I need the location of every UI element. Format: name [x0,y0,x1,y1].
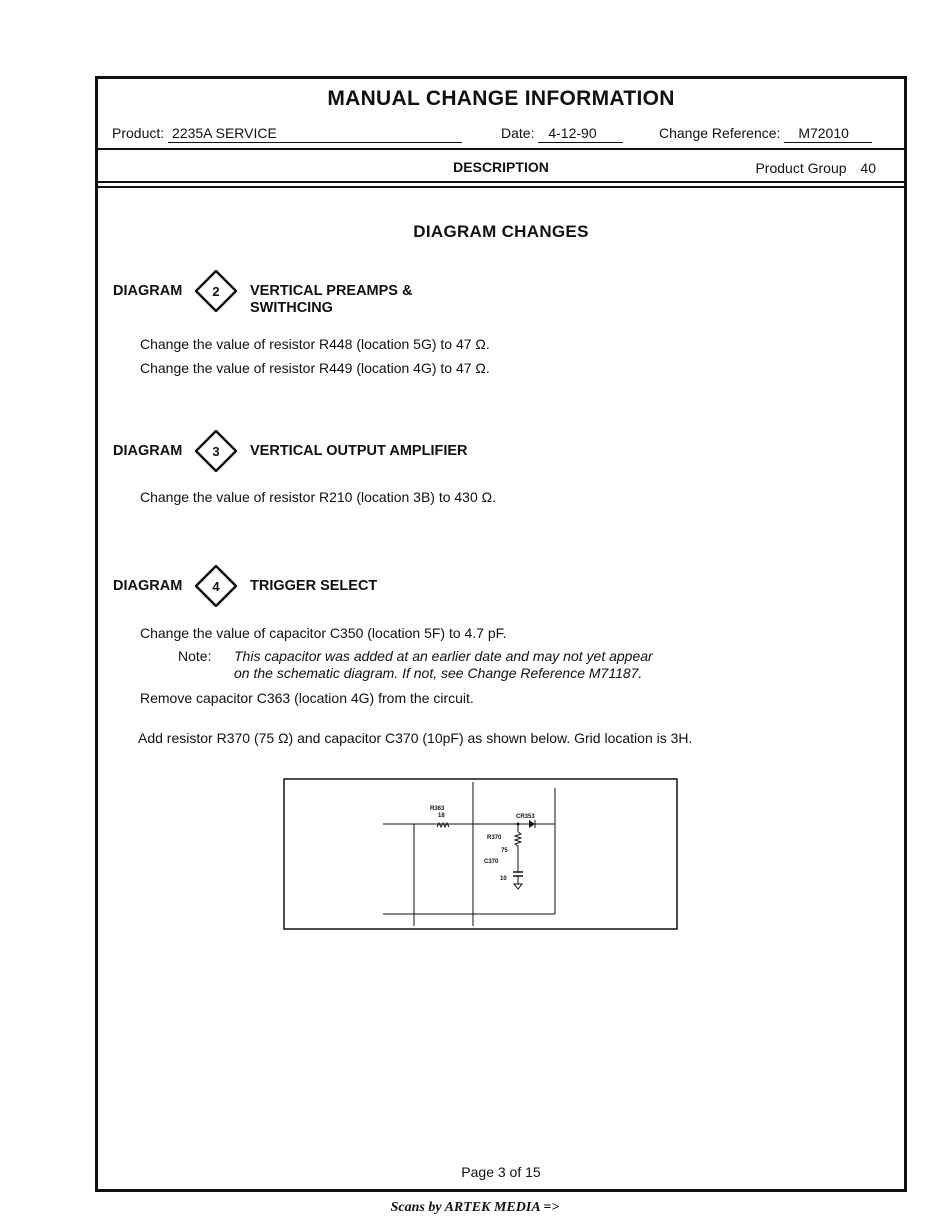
note-line-1: This capacitor was added at an earlier date and may not yet appear [234,648,653,664]
diagram-number: 4 [212,579,220,594]
diagram-word: DIAGRAM [113,578,183,594]
r370-label: R370 [487,835,502,841]
diode-cr353-symbol [529,820,535,828]
document-frame [95,76,907,1192]
diagram-title-line-1: VERTICAL PREAMPS & [250,283,413,299]
diagram-title-line-2: SWITHCING [250,300,333,316]
diamond-icon [195,565,237,607]
product-group-value: 40 [860,160,876,176]
change-line: Remove capacitor C363 (location 4G) from the circuit. [140,690,474,706]
c370-value: 10 [500,876,507,882]
change-reference-label: Change Reference: [659,125,781,141]
ground-symbol [514,884,522,889]
section-heading: DIAGRAM CHANGES [413,222,589,241]
diagram-word: DIAGRAM [113,283,183,299]
description-divider-bottom [98,186,904,188]
footer-credit: Scans by ARTEK MEDIA => [390,1200,560,1215]
c370-label: C370 [484,859,499,865]
note-line-2: on the schematic diagram. If not, see Change Reference M71187. [234,665,643,681]
diagram-title-line-1: TRIGGER SELECT [250,578,378,594]
date-value: 4-12-90 [538,125,623,143]
note-label: Note: [178,648,212,664]
product-group [755,160,876,176]
diagram-title-line-1: VERTICAL OUTPUT AMPLIFIER [250,443,468,459]
diamond-icon [195,430,237,472]
description-heading: DESCRIPTION [453,159,549,175]
diamond-icon [195,270,237,312]
change-line: Change the value of resistor R449 (location 4G) to 47 Ω. [140,360,490,376]
diagram-number: 2 [212,284,220,299]
r370-value: 75 [501,848,508,854]
cr353-label: CR353 [516,814,535,820]
product-value: 2235A SERVICE [168,125,462,143]
change-line: Add resistor R370 (75 Ω) and capacitor C370 (10pF) as shown below. Grid location is 3H. [138,730,693,746]
product-field [112,125,462,143]
diagram-number: 3 [212,444,220,459]
change-line: Change the value of resistor R210 (location 3B) to 430 Ω. [140,489,497,505]
r363-value: 18 [438,813,445,819]
page-title: MANUAL CHANGE INFORMATION [327,87,675,110]
diagram-title [250,283,412,317]
diagram-title [250,578,377,595]
date-field [501,125,623,143]
schematic-border [284,779,677,929]
product-group-label: Product Group [755,160,847,176]
resistor-r370-symbol [515,832,521,846]
date-label: Date: [501,125,535,141]
diagram-title [250,443,468,460]
r363-label: R363 [430,806,445,812]
page-number: Page 3 of 15 [461,1164,541,1180]
description-divider-top [98,181,904,183]
change-line: Change the value of resistor R448 (location 5G) to 47 Ω. [140,336,490,352]
change-line: Change the value of capacitor C350 (location 5F) to 4.7 pF. [140,625,507,641]
header-divider [98,148,904,150]
diagram-word: DIAGRAM [113,443,183,459]
change-reference-value: M72010 [784,125,872,143]
change-reference-field [659,125,872,143]
schematic-diagram [283,778,678,930]
resistor-r363-symbol [437,823,449,827]
note-text [234,648,653,682]
product-label: Product: [112,125,165,141]
